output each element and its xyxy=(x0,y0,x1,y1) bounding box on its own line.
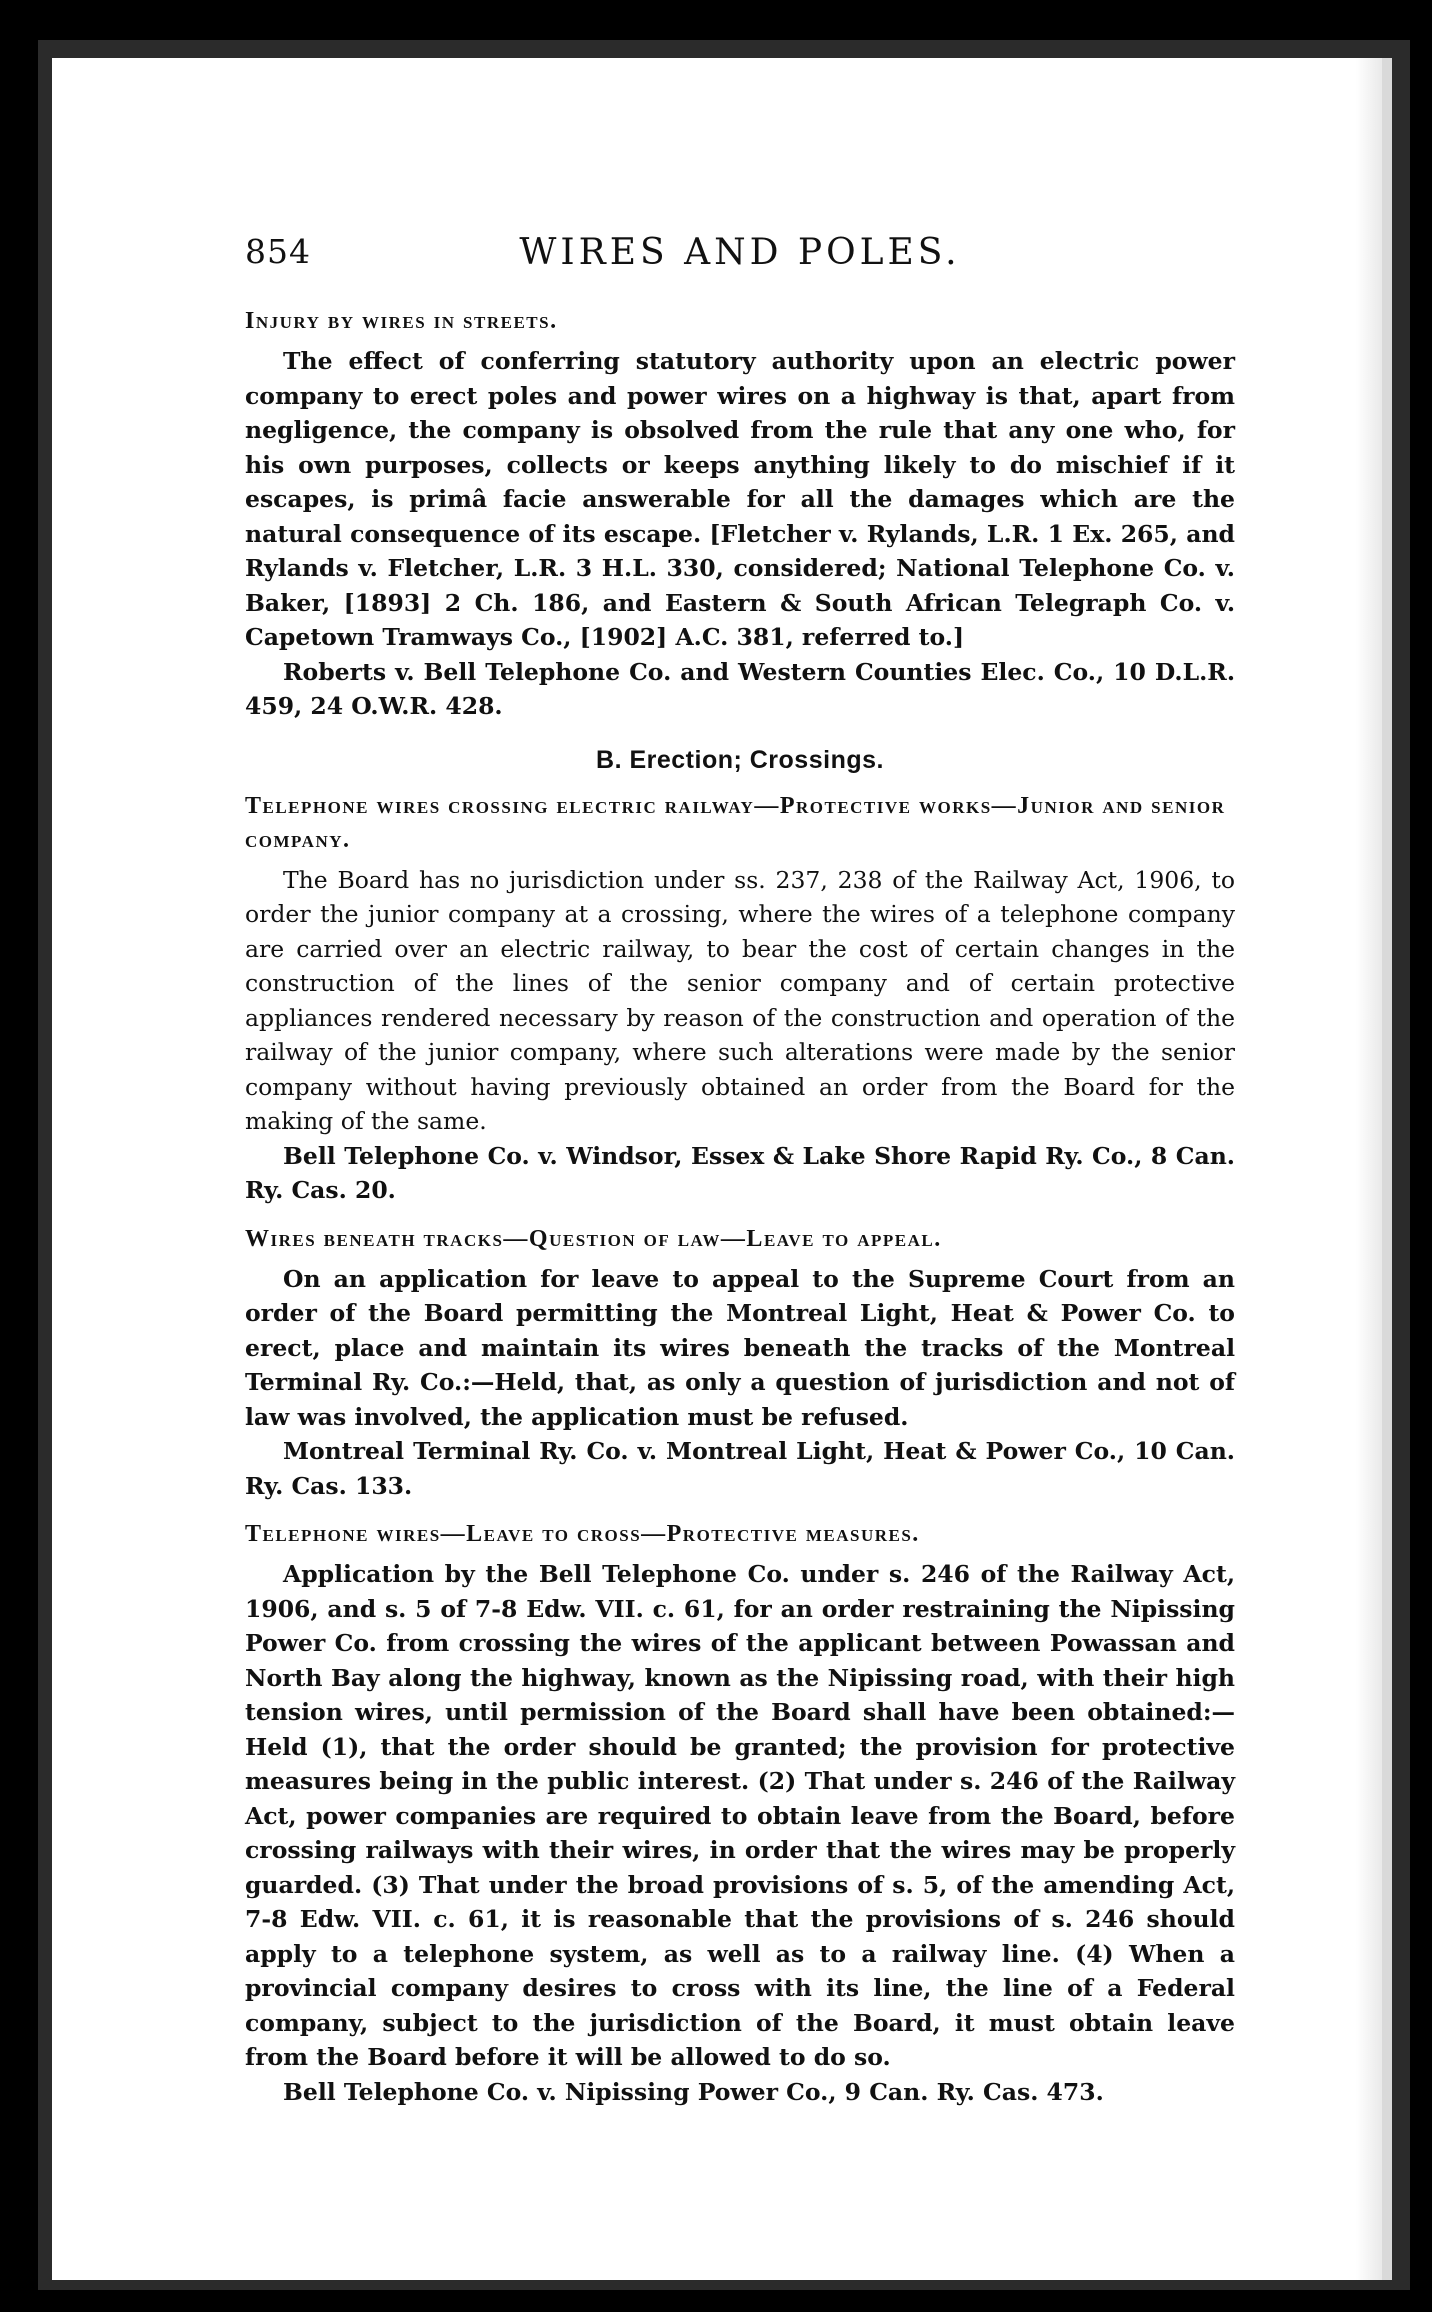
section-wires-beneath-tracks xyxy=(245,1222,1235,1504)
section-paragraph: The Board has no jurisdiction under ss. 237, 238 of the Railway Act, 1906, to order the junior company at a crossing, where the wires of a telephone company are carried over an electric railway, to bear the cost of certain changes in the construction of the lines of the senior company and of certain protective appliances rendered necessary by reason of the construction and operation of the railway of the junior company, where such alterations were made by the senior company without having previously obtained an order from the Board for the making of the same. xyxy=(245,865,1235,1135)
page-edge-shadow xyxy=(1356,58,1382,2280)
section-telephone-wires-leave xyxy=(245,1517,1235,2109)
section-citation: Roberts v. Bell Telephone Co. and Western Counties Elec. Co., 10 D.L.R. 459, 24 O.W.R. 428. xyxy=(245,657,1235,720)
page-header xyxy=(245,232,1235,292)
section-paragraph: On an application for leave to appeal to the Supreme Court from an order of the Board permitting the Montreal Light, Heat & Power Co. to erect, place and maintain its wires beneath the tracks of the Montreal Terminal Ry. Co.:—Held, that, as only a question of jurisdiction and not of law was involved, the application must be refused. xyxy=(245,1264,1235,1431)
section-citation: Bell Telephone Co. v. Windsor, Essex & Lake Shore Rapid Ry. Co., 8 Can. Ry. Cas. 20. xyxy=(245,1141,1235,1204)
section-citation: Montreal Terminal Ry. Co. v. Montreal Light, Heat & Power Co., 10 Can. Ry. Cas. 133. xyxy=(245,1437,1235,1500)
page-body xyxy=(245,304,1235,2109)
page-number: 854 xyxy=(245,232,311,271)
section-heading: Injury by wires in streets. xyxy=(245,308,558,334)
section-heading: Telephone wires crossing electric railway—Protective works—Junior and senior company. xyxy=(245,792,1226,853)
running-head: WIRES AND POLES. xyxy=(519,232,961,273)
section-paragraph: The effect of conferring statutory authority upon an electric power company to erect poles and power wires on a highway is that, apart from negligence, the company is obsolved from the rule that any one who, for his own purposes, collects or keeps anything likely to do mischief if it escapes, is primâ facie answerable for all the damages which are the natural consequence of its escape. [Fletcher v. Rylands, L.R. 1 Ex. 265, and Rylands v. Fletcher, L.R. 3 H.L. 330, considered; National Telephone Co. v. Baker, [1893] 2 Ch. 186, and Eastern & South African Telegraph Co. v. Capetown Tramways Co., [1902] A.C. 381, referred to.] xyxy=(245,347,1235,651)
section-paragraph: Application by the Bell Telephone Co. under s. 246 of the Railway Act, 1906, and s. 5 of 7-8 Edw. VII. c. 61, for an order restraining the Nipissing Power Co. from crossing the wires of the applicant between Powassan and North Bay along the highway, known as the Nipissing road, with their high tension wires, until permission of the Board shall have been obtained:—Held (1), that the order should be granted; the provision for protective measures being in the public interest. (2) That under s. 246 of the Railway Act, power companies are required to obtain leave from the Board, before crossing railways with their wires, in order that the wires may be properly guarded. (3) That under the broad provisions of s. 5, of the amending Act, 7-8 Edw. VII. c. 61, it is reasonable that the provisions of s. 246 should apply to a telephone system, as well as to a railway line. (4) When a provincial company desires to cross with its line, the line of a Federal company, subject to the jurisdiction of the Board, it must obtain leave from the Board before it will be allowed to do so. xyxy=(245,1560,1235,2071)
section-citation: Bell Telephone Co. v. Nipissing Power Co., 9 Can. Ry. Cas. 473. xyxy=(283,2077,1104,2106)
subsection-title: B. Erection; Crossings. xyxy=(596,745,884,774)
section-heading: Wires beneath tracks—Question of law—Leave to appeal. xyxy=(245,1225,942,1252)
section-injury-by-wires xyxy=(245,304,1235,724)
section-heading: Telephone wires—Leave to cross—Protective measures. xyxy=(245,1521,920,1547)
section-telephone-wires-crossing xyxy=(245,789,1235,1208)
